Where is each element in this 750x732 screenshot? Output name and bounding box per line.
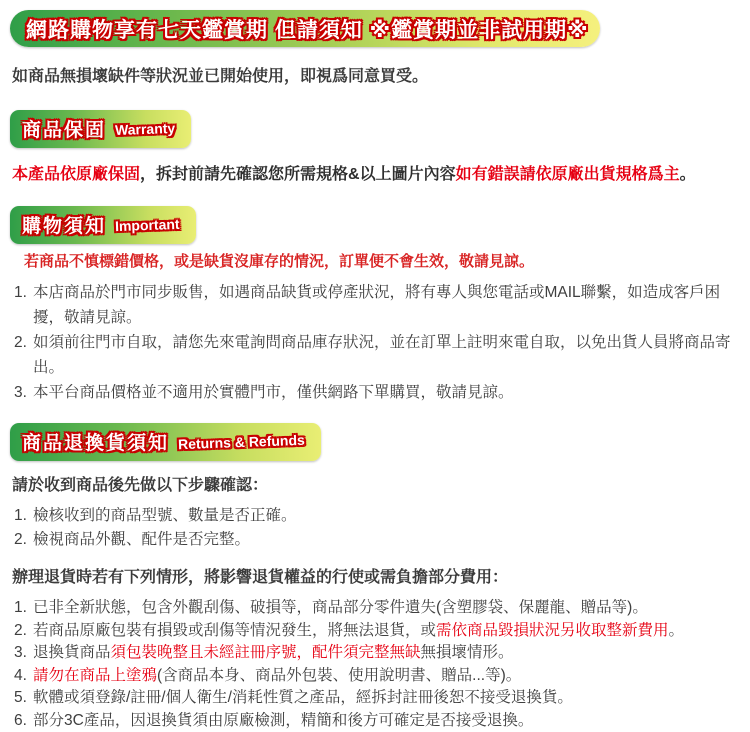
banner-text: 網路購物享有七天鑑賞期 但請須知 ※鑑賞期並非試用期※ — [26, 14, 589, 44]
returns-check-list — [14, 504, 740, 552]
warranty-badge-subtitle: Warranty — [115, 119, 176, 137]
list-item: 4. 請勿在商品上塗鴉(含商品本身、商品外包裝、使用說明書、贈品...等)。 — [14, 665, 740, 688]
section-shopping-notes — [10, 184, 740, 405]
returns-badge-subtitle: Returns & Refunds — [178, 431, 305, 451]
list-item: 1. 已非全新狀態，包含外觀刮傷、破損等，商品部分零件遺失(含塑膠袋、保麗龍、贈品等)。 — [14, 597, 740, 620]
returns-rules-intro: 辦理退貨時若有下列情形，將影響退貨權益的行使或需負擔部分費用： — [12, 564, 740, 587]
list-item: 3. 本平台商品價格並不適用於實體門市，僅供網路下單購買，敬請見諒。 — [14, 380, 740, 405]
shopping-badge-title: 購物須知 — [22, 211, 106, 238]
returns-rules-list — [14, 597, 740, 732]
price-error-notice: 若商品不慎標錯價格，或是缺貨沒庫存的情況，訂單便不會生效，敬請見諒。 — [24, 250, 740, 271]
returns-check-intro: 請於收到商品後先做以下步驟確認： — [12, 472, 740, 495]
warranty-statement: 本產品依原廠保固，拆封前請先確認您所需規格&以上圖片內容如有錯誤請依原廠出貨規格爲主。 — [12, 161, 740, 184]
list-item: 3. 退換貨商品須包裝晚整且未經註冊序號，配件須完整無缺無損壞情形。 — [14, 642, 740, 665]
returns-badge-title: 商品退換貨須知 — [22, 428, 169, 455]
list-item: 2. 檢視商品外觀、配件是否完整。 — [14, 528, 740, 552]
list-item: 5. 軟體或須登錄/註冊/個人衛生/消耗性質之產品，經拆封註冊後恕不接受退換貨。 — [14, 687, 740, 710]
section-warranty — [10, 86, 740, 184]
list-item: 2. 如須前往門市自取，請您先來電詢問商品庫存狀況，並在訂單上註明來電自取，以免出貨人員將商品寄出。 — [14, 330, 740, 380]
intro-text: 如商品無損壞缺件等狀況並已開始使用，即視爲同意買受。 — [12, 63, 740, 86]
returns-badge — [10, 423, 321, 461]
list-item: 1. 檢核收到的商品型號、數量是否正確。 — [14, 504, 740, 528]
list-item: 1. 本店商品於門市同步販售，如遇商品缺貨或停產狀況，將有專人與您電話或MAIL聯繫，如造成客戶困擾，敬請見諒。 — [14, 280, 740, 330]
warranty-badge — [10, 110, 191, 148]
list-item: 2. 若商品原廠包裝有損毀或刮傷等情況發生，將無法退貨，或需依商品毀損狀況另收取整新費用。 — [14, 620, 740, 643]
section-returns — [10, 405, 740, 732]
shopping-badge — [10, 206, 196, 244]
shopping-rules-list — [14, 280, 740, 405]
shopping-badge-subtitle: Important — [115, 215, 180, 233]
warranty-badge-title: 商品保固 — [22, 115, 106, 142]
list-item: 6. 部分3C產品，因退換貨須由原廠檢測，精簡和後方可確定是否接受退換。 — [14, 710, 740, 732]
seven-day-banner — [10, 10, 600, 47]
